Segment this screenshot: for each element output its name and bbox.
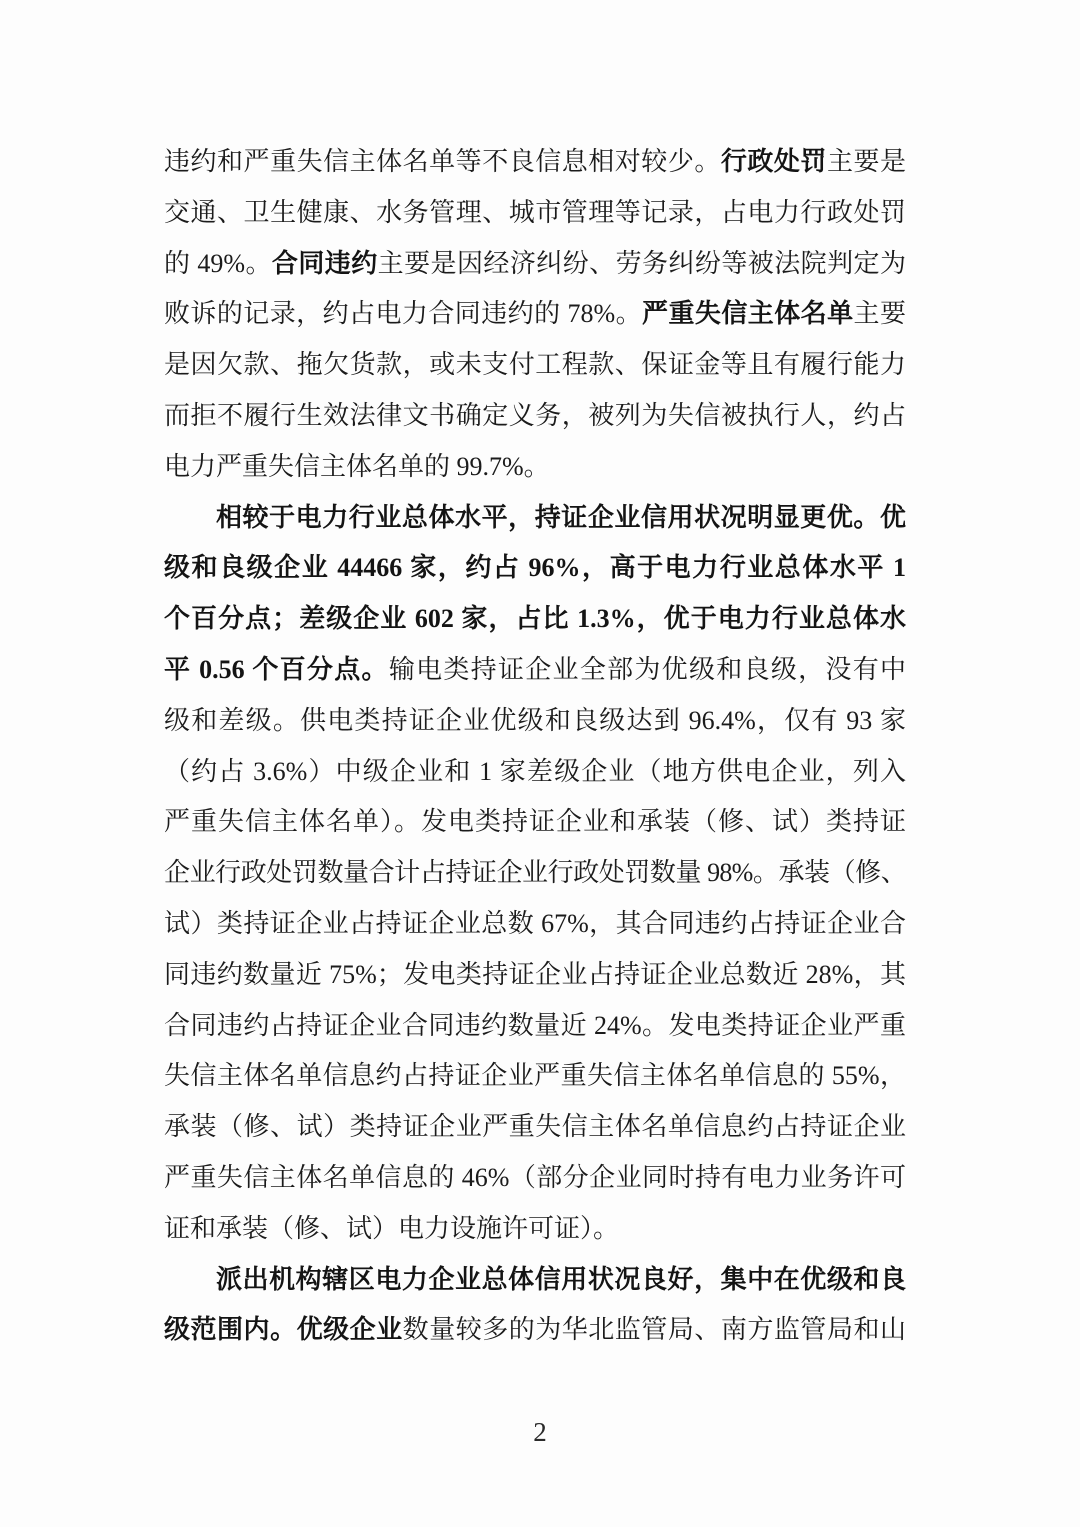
text-line (164, 239, 906, 290)
text-line (164, 1153, 906, 1204)
text-segment: 失信主体名单信息约占持证企业严重失信主体名单信息的 55%， (164, 1061, 906, 1091)
text-segment: 严重失信主体名单信息的 46%（部分企业同时持有电力业务许可 (164, 1162, 906, 1192)
text-segment: 电力严重失信主体名单的 99.7%。 (164, 451, 550, 481)
page-number: 2 (533, 1417, 547, 1447)
text-line (164, 543, 906, 594)
text-line (164, 1204, 906, 1255)
text-line (164, 1255, 906, 1306)
text-segment: 级和差级。供电类持证企业优级和良级达到 96.4%，仅有 93 家 (164, 705, 906, 735)
text-segment: （约占 3.6%）中级企业和 1 家差级企业（地方供电企业，列入 (164, 756, 906, 786)
text-line (164, 645, 906, 696)
text-line (164, 188, 906, 239)
text-segment: 主要 (853, 299, 906, 329)
text-segment: 同违约数量近 75%；发电类持证企业占持证企业总数近 28%，其 (164, 959, 906, 989)
bold-text-segment: 级和良级企业 44466 家，约占 96%，高于电力行业总体水平 1 (164, 553, 906, 583)
text-segment: 违约和严重失信主体名单等不良信息相对较少。 (164, 147, 721, 176)
text-line (164, 137, 906, 188)
text-line (164, 899, 906, 950)
bold-text-segment: 级范围内。优级企业 (164, 1315, 403, 1345)
text-segment: 主要是 (826, 147, 906, 176)
text-segment: 是因欠款、拖欠货款，或未支付工程款、保证金等且有履行能力 (164, 350, 906, 380)
bold-text-segment: 个百分点；差级企业 602 家，占比 1.3%，优于电力行业总体水 (164, 604, 906, 634)
text-line (164, 848, 906, 899)
text-segment: 数量较多的为华北监管局、南方监管局和山 (402, 1315, 906, 1345)
text-segment: 严重失信主体名单）。发电类持证企业和承装（修、试）类持证 (164, 807, 906, 837)
text-line (164, 1051, 906, 1102)
page-footer (0, 1412, 1080, 1452)
text-line (164, 950, 906, 1001)
text-segment: 试）类持证企业占持证企业总数 67%，其合同违约占持证企业合 (164, 908, 906, 938)
bold-text-segment: 相较于电力行业总体水平，持证企业信用状况明显更优。优 (216, 502, 906, 532)
text-segment: 承装（修、试）类持证企业严重失信主体名单信息约占持证企业 (164, 1112, 906, 1142)
text-line (164, 340, 906, 391)
text-segment: 合同违约占持证企业合同违约数量近 24%。发电类持证企业严重 (164, 1010, 906, 1040)
text-line (164, 442, 906, 493)
text-line (164, 696, 906, 747)
text-line (164, 493, 906, 544)
text-segment: 而拒不履行生效法律文书确定义务，被列为失信被执行人，约占 (164, 400, 906, 430)
text-line (164, 797, 906, 848)
document-body (164, 137, 906, 1356)
text-line (164, 747, 906, 798)
text-line (164, 1305, 906, 1356)
text-line (164, 594, 906, 645)
bold-text-segment: 严重失信主体名单 (642, 299, 854, 329)
bold-text-segment: 派出机构辖区电力企业总体信用状况良好，集中在优级和良 (216, 1264, 906, 1294)
text-segment: 企业行政处罚数量合计占持证企业行政处罚数量 98%。承装（修、 (164, 858, 906, 888)
text-segment: 的 49%。 (164, 248, 272, 278)
text-segment: 证和承装（修、试）电力设施许可证）。 (164, 1213, 620, 1243)
text-segment: 败诉的记录，约占电力合同违约的 78%。 (164, 299, 643, 329)
bold-text-segment: 合同违约 (271, 248, 378, 278)
text-line (164, 289, 906, 340)
text-segment: 输电类持证企业全部为优级和良级，没有中 (388, 654, 906, 684)
bold-text-segment: 行政处罚 (720, 147, 827, 176)
text-line (164, 1001, 906, 1052)
text-segment: 交通、卫生健康、水务管理、城市管理等记录，占电力行政处罚 (164, 197, 906, 227)
text-segment: 主要是因经济纠纷、劳务纠纷等被法院判定为 (377, 248, 906, 278)
text-line (164, 391, 906, 442)
bold-text-segment: 平 0.56 个百分点。 (164, 654, 389, 684)
text-line (164, 1102, 906, 1153)
